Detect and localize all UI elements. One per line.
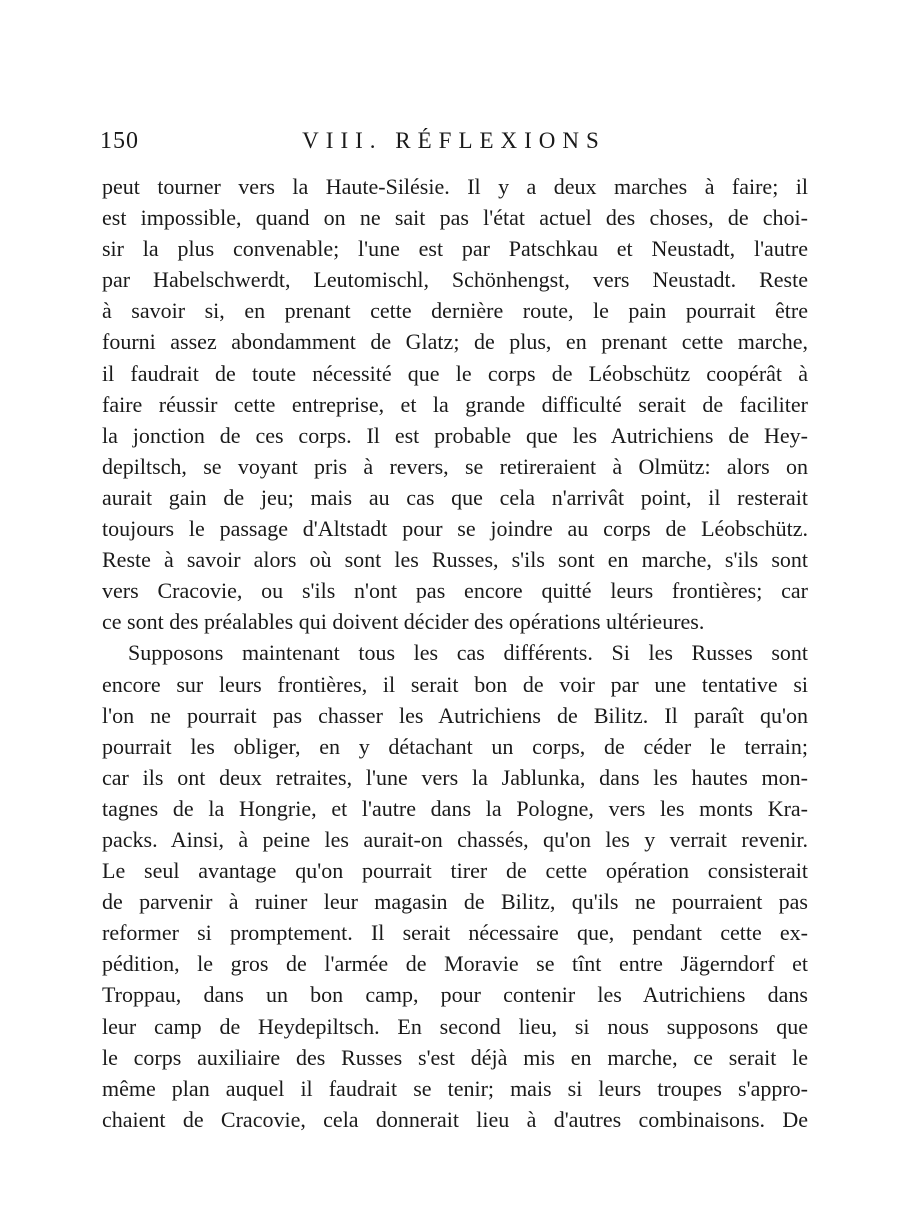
text-line: de parvenir à ruiner leur magasin de Bilitz, qu'ils ne pourraient pas xyxy=(102,889,808,915)
text-line: car ils ont deux retraites, l'une vers la Jablunka, dans les hautes mon- xyxy=(102,764,808,790)
text-line: pourrait les obliger, en y détachant un corps, de céder le terrain; xyxy=(102,733,808,759)
text-line: aurait gain de jeu; mais au cas que cela n'arrivât point, il resterait xyxy=(102,484,808,510)
text-line: pédition, le gros de l'armée de Moravie se tînt entre Jägerndorf et xyxy=(102,951,808,977)
text-line: Reste à savoir alors où sont les Russes, s'ils sont en marche, s'ils sont xyxy=(102,547,808,573)
text-line: sir la plus convenable; l'une est par Patschkau et Neustadt, l'autre xyxy=(102,236,808,262)
text-line: l'on ne pourrait pas chasser les Autrichiens de Bilitz. Il paraît qu'on xyxy=(102,702,808,728)
text-line: encore sur leurs frontières, il serait bon de voir par une tentative si xyxy=(102,671,808,697)
text-line: reformer si promptement. Il serait nécessaire que, pendant cette ex- xyxy=(102,920,808,946)
text-line: chaient de Cracovie, cela donnerait lieu à d'autres combinaisons. De xyxy=(102,1106,808,1132)
text-line: fourni assez abondamment de Glatz; de plus, en prenant cette marche, xyxy=(102,329,808,355)
paragraph-2 xyxy=(102,637,808,1135)
text-line: le corps auxiliaire des Russes s'est déjà mis en marche, ce serait le xyxy=(102,1044,808,1070)
text-line: il faudrait de toute nécessité que le corps de Léobschütz coopérât à xyxy=(102,360,808,386)
text-line: à savoir si, en prenant cette dernière route, le pain pourrait être xyxy=(102,298,808,324)
text-line: Supposons maintenant tous les cas différents. Si les Russes sont xyxy=(128,640,808,666)
body-text xyxy=(102,171,808,1135)
text-line: faire réussir cette entreprise, et la grande difficulté serait de faciliter xyxy=(102,391,808,417)
text-line: tagnes de la Hongrie, et l'autre dans la Pologne, vers les monts Kra- xyxy=(102,795,808,821)
paragraph-1 xyxy=(102,171,808,637)
text-line: depiltsch, se voyant pris à revers, se retireraient à Olmütz: alors on xyxy=(102,453,808,479)
text-line: leur camp de Heydepiltsch. En second lieu, si nous supposons que xyxy=(102,1013,808,1039)
text-line: ce sont des préalables qui doivent décider des opérations ultérieures. xyxy=(102,609,705,635)
text-line: est impossible, quand on ne sait pas l'état actuel des choses, de choi- xyxy=(102,205,808,231)
text-line: Troppau, dans un bon camp, pour contenir les Autrichiens dans xyxy=(102,982,808,1008)
text-line: la jonction de ces corps. Il est probable que les Autrichiens de Hey- xyxy=(102,422,808,448)
text-line: packs. Ainsi, à peine les aurait-on chassés, qu'on les y verrait revenir. xyxy=(102,826,808,852)
text-line: toujours le passage d'Altstadt pour se joindre au corps de Léobschütz. xyxy=(102,516,808,542)
chapter-title: VIII. RÉFLEXIONS xyxy=(302,128,606,153)
text-line: vers Cracovie, ou s'ils n'ont pas encore quitté leurs frontières; car xyxy=(102,578,808,604)
running-head xyxy=(100,124,808,164)
text-line: Le seul avantage qu'on pourrait tirer de cette opération consisterait xyxy=(102,858,808,884)
text-line: par Habelschwerdt, Leutomischl, Schönhengst, vers Neustadt. Reste xyxy=(102,267,808,293)
page-number: 150 xyxy=(100,128,139,154)
text-line: même plan auquel il faudrait se tenir; mais si leurs troupes s'appro- xyxy=(102,1075,808,1101)
text-line: peut tourner vers la Haute-Silésie. Il y a deux marches à faire; il xyxy=(102,174,808,199)
